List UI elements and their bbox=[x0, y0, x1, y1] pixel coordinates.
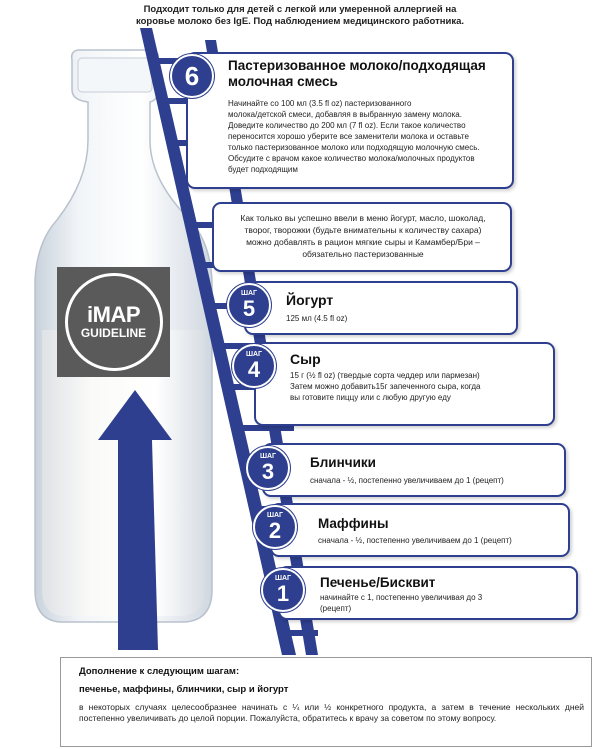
step-1-number: 1 bbox=[276, 581, 290, 606]
header-line-2: коровье молоко без IgE. Под наблюдением медицинского работника. bbox=[135, 16, 465, 27]
step-5-label: ШАГ bbox=[240, 290, 258, 297]
step-3-number: 3 bbox=[261, 459, 275, 484]
logo-text-bottom: GUIDELINE bbox=[80, 326, 147, 340]
info-line: творог, творожки (будьте внимательны к количеству сахара) bbox=[244, 225, 482, 235]
step-6-text-line: Доведите количество до 200 мл (7 fl oz). Если такое количество bbox=[228, 121, 466, 130]
step-1-label: ШАГ bbox=[274, 575, 292, 582]
step-4-box bbox=[254, 342, 555, 426]
step-5-title: Йогурт bbox=[286, 292, 334, 308]
footer-title-line-2: печенье, маффины, блинчики, сыр и йогурт bbox=[79, 684, 289, 695]
step-6-text-line: молока/детской смеси, добавляя в выбранную замену молока. bbox=[228, 110, 462, 119]
step-4-text-line: Затем можно добавить15г запеченного сыра, когда bbox=[290, 382, 481, 391]
step-2-text: сначала - ½, постепенно увеличиваем до 1 (рецепт) bbox=[318, 536, 512, 545]
step-6-text-line: будет подходящим bbox=[228, 165, 298, 174]
info-line: можно добавлять в рацион мягкие сыры и Камамбер/Бри – bbox=[246, 237, 480, 247]
footer-title bbox=[79, 666, 288, 696]
step-2-number: 2 bbox=[268, 518, 282, 543]
step-6-title-line-1: Пастеризованное молоко/подходящая bbox=[228, 58, 486, 73]
step-6-text-line: переносится хорошо уберите все заменители молока и оставьте bbox=[228, 132, 469, 141]
step-1-text bbox=[320, 592, 482, 614]
logo-text-top: iMAP bbox=[87, 302, 140, 327]
step-4-text-line: вы готовите пиццу или с любую другую еду bbox=[290, 393, 451, 402]
step-4-label: ШАГ bbox=[245, 351, 263, 358]
step-6-number: 6 bbox=[184, 61, 200, 91]
footer-note bbox=[60, 657, 592, 747]
step-2-label: ШАГ bbox=[266, 512, 284, 519]
step-3-text: сначала - ½, постепенно увеличиваем до 1 (рецепт) bbox=[310, 476, 504, 485]
step-4-text-line: 15 г (½ fl oz) (твердые сорта чеддер или пармезан) bbox=[290, 371, 480, 380]
step-2-box bbox=[270, 503, 570, 557]
step-4-title: Сыр bbox=[290, 351, 321, 367]
step-5-badge bbox=[227, 283, 271, 327]
step-6-text bbox=[228, 98, 510, 175]
step-4-badge bbox=[232, 344, 276, 388]
step-3-label: ШАГ bbox=[259, 453, 277, 460]
step-1-title: Печенье/Бисквит bbox=[320, 575, 436, 590]
info-text bbox=[222, 212, 504, 260]
imap-logo bbox=[57, 267, 170, 377]
step-1-text-line: (рецепт) bbox=[320, 604, 352, 613]
logo-circle bbox=[65, 273, 163, 371]
step-2-badge bbox=[253, 505, 297, 549]
step-1-text-line: начинайте с 1, постепенно увеличивая до 3 bbox=[320, 593, 483, 602]
step-6-box bbox=[186, 52, 514, 189]
step-6-badge bbox=[170, 54, 214, 98]
step-6-title-line-2: молочная смесь bbox=[228, 74, 338, 89]
step-4-text bbox=[290, 370, 548, 403]
step-1-badge bbox=[261, 568, 305, 612]
info-line: обязательно пастеризованные bbox=[302, 249, 424, 259]
footer-text: в некоторых случаях целесообразнее начинать с ¼ или ½ конкретного продукта, а затем в течение нескольких дней постепенно увеличивать до целой порции. Пожалуйста, обратитесь к врачу за советом по этому вопросу. bbox=[79, 702, 584, 723]
step-3-title: Блинчики bbox=[310, 455, 376, 470]
step-1-box bbox=[278, 566, 578, 620]
step-5-box bbox=[244, 281, 518, 335]
header-line-1: Подходит только для детей с легкой или умеренной аллергией на bbox=[143, 4, 457, 15]
info-box bbox=[212, 202, 512, 272]
step-6-text-line: только пастеризованное молоко или подходящую молочную смесь. bbox=[228, 143, 480, 152]
step-6-text-line: Обсудите с врачом какое количество молока/молочных продуктов bbox=[228, 154, 475, 163]
step-3-box bbox=[259, 443, 566, 497]
step-6-text-line: Начинайте со 100 мл (3.5 fl oz) пастеризованного bbox=[228, 99, 412, 108]
footer-title-line-1: Дополнение к следующим шагам: bbox=[79, 666, 240, 677]
step-5-text: 125 мл (4.5 fl oz) bbox=[286, 314, 348, 323]
step-2-title: Маффины bbox=[318, 516, 389, 531]
step-6-title bbox=[228, 58, 486, 90]
step-5-number: 5 bbox=[242, 296, 256, 321]
step-3-badge bbox=[246, 446, 290, 490]
step-4-number: 4 bbox=[247, 357, 261, 382]
info-line: Как только вы успешно ввели в меню йогурт, масло, шоколад, bbox=[240, 213, 486, 223]
